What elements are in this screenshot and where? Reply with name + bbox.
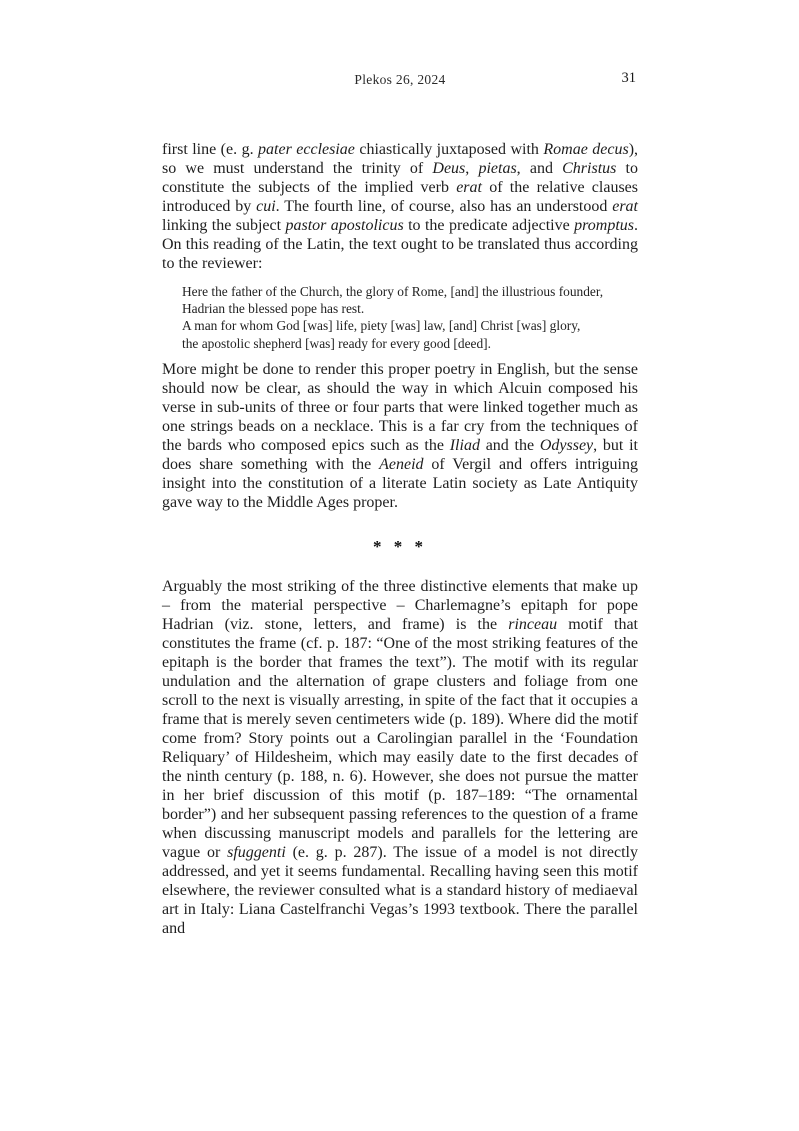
quote-line: Here the father of the Church, the glory of Rome, [and] the illustrious founder, bbox=[182, 284, 604, 299]
paragraph-rinceau-motif: Arguably the most striking of the three distinctive elements that make up – from the material perspective – Charlemagne’s epitaph for pope Hadrian (viz. stone, letters, and frame) is the rinceau motif that constitutes the frame (cf. p. 187: “One of the most striking features of the epitaph is the border that frames the text”). The motif with its regular undulation and the alternation of grape clusters and foliage from one scroll to the next is visually arresting, in spite of the fact that it occupies a frame that is merely seven centimeters wide (p. 189). Where did the motif come from? Story points out a Carolingian parallel in the ‘Foundation Reliquary’ of Hildesheim, which may easily date to the first decades of the ninth century (p. 188, n. 6). However, she does not pursue the matter in her brief discussion of this motif (p. 187–189: “The ornamental border”) and her subsequent passing references to the question of a frame when discussing manuscript models and parallels for the lettering are vague or sfuggenti (e. g. p. 287). The issue of a model is not directly addressed, and yet it seems fundamental. Recalling having seen this motif elsewhere, the reviewer consulted what is a standard history of mediaeval art in Italy: Liana Castelfranchi Vegas’s 1993 textbook. There the parallel and bbox=[162, 577, 638, 937]
section-separator-asterisks: * * * bbox=[373, 536, 427, 556]
quote-line: the apostolic shepherd [was] ready for every good [deed]. bbox=[182, 335, 491, 351]
journal-title: Plekos 26, 2024 bbox=[354, 72, 446, 87]
paragraph-alcuin-verse: More might be done to render this proper poetry in English, but the sense should now be clear, as should the way in which Alcuin composed his verse in sub-units of three or four parts that were linked together much as one strings beads on a necklace. This is a far cry from the techniques of the bards who composed epics such as the Iliad and the Odyssey, but it does share something with the Aeneid of Vergil and offers intriguing insight into the constitution of a literate Latin society as Late Antiquity gave way to the Middle Ages proper. bbox=[162, 360, 638, 511]
paragraph-latin-analysis: first line (e. g. pater ecclesiae chiastically juxtaposed with Romae decus), so we must understand the trinity of Deus, pietas, and Christus to constitute the subjects of the implied verb erat of the relative clauses introduced by cui. The fourth line, of course, also has an understood erat linking the subject pastor apostolicus to the predicate adjective promptus. On this reading of the Latin, the text ought to be translated thus according to the reviewer: bbox=[162, 141, 639, 272]
translation-blockquote bbox=[182, 283, 638, 352]
quote-line: A man for whom God [was] life, piety [was] law, [and] Christ [was] glory, bbox=[182, 318, 581, 334]
page-number: 31 bbox=[621, 70, 636, 86]
page-body bbox=[162, 140, 638, 938]
running-header bbox=[162, 72, 638, 92]
quote-line: Hadrian the blessed pope has rest. bbox=[182, 301, 365, 317]
